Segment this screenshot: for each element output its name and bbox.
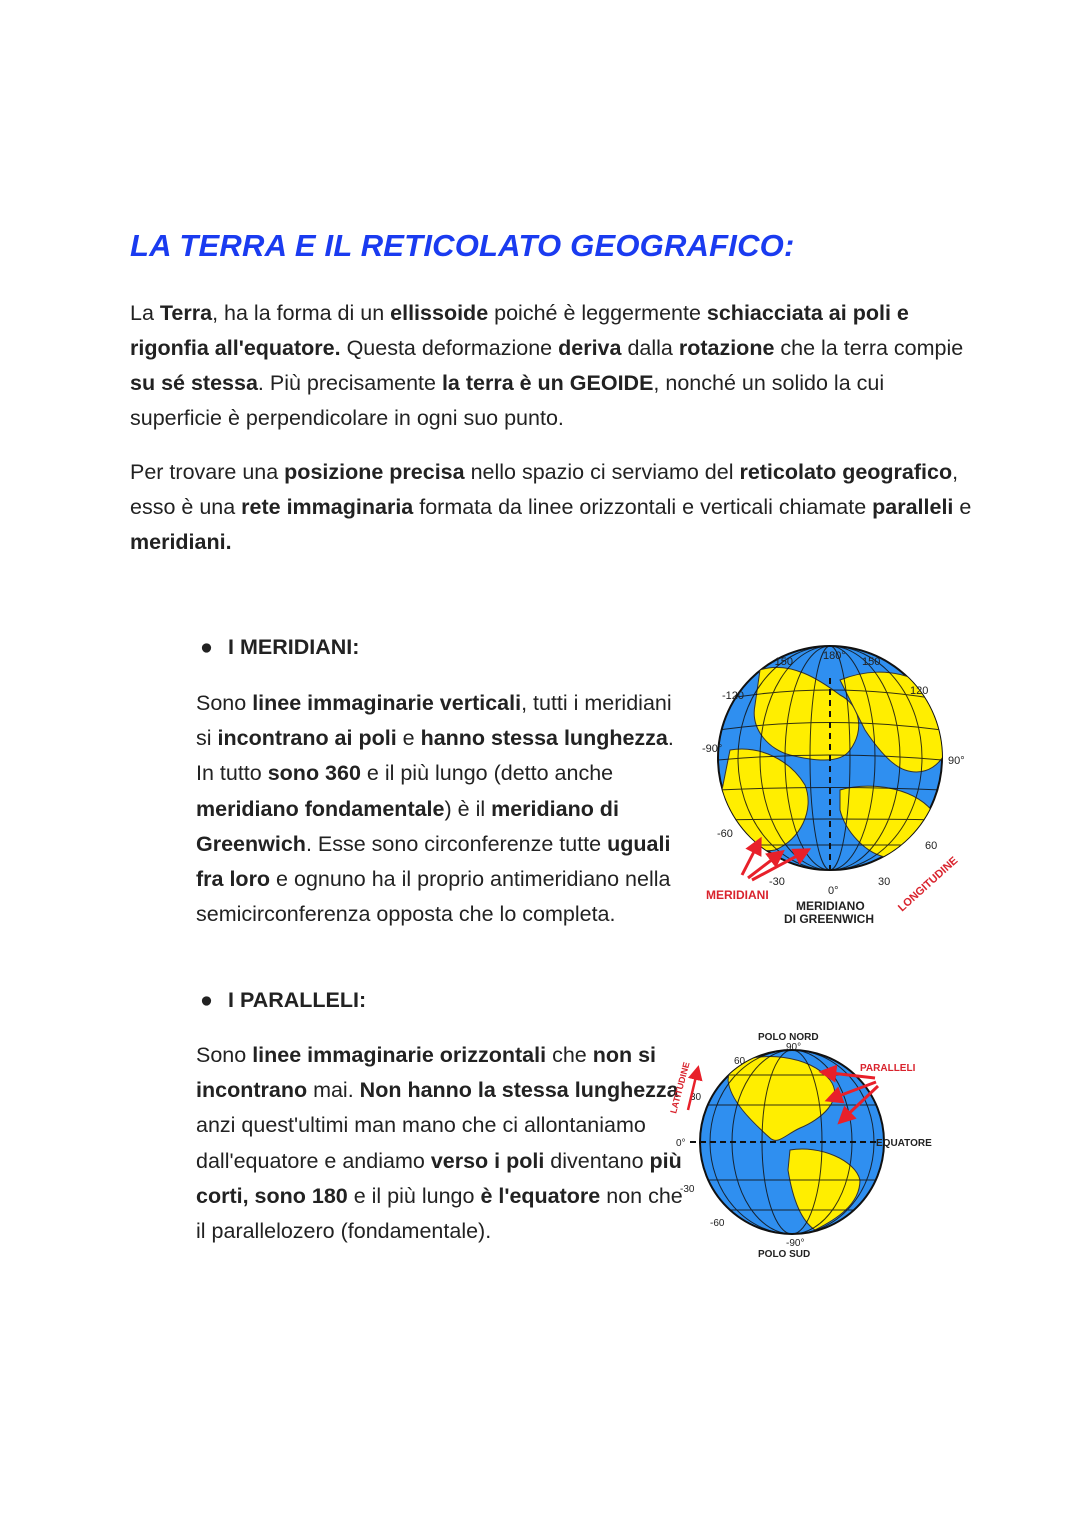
- label-s90: -90°: [786, 1238, 805, 1249]
- bold-text-run: ellissoide: [390, 301, 489, 325]
- greenwich-label-line1: MERIDIANO: [796, 899, 865, 913]
- label-m90: -90°: [702, 743, 723, 755]
- label-p30: 30: [690, 1092, 702, 1103]
- bold-text-run: paralleli: [872, 495, 954, 519]
- text-run: e: [953, 495, 972, 519]
- polo-sud-label: POLO SUD: [758, 1249, 811, 1260]
- globe-earth: [690, 1050, 884, 1234]
- meridiani-globe-figure: [690, 640, 990, 940]
- reticolato-paragraph: [130, 455, 980, 560]
- bold-text-run: rotazione: [678, 336, 775, 360]
- text-run: , esso è una: [130, 460, 959, 519]
- text-run: e: [396, 726, 421, 751]
- longitudine-label: LONGITUDINE: [895, 854, 961, 915]
- bold-text-run: uguali fra loro: [196, 831, 671, 892]
- label-60: 60: [925, 840, 938, 852]
- bold-text-run: linee immaginarie verticali: [252, 691, 522, 715]
- bold-text-run: sono 360: [267, 761, 361, 786]
- paralleli-globe-figure: [650, 1020, 950, 1270]
- bold-text-run: hanno stessa lunghezza: [420, 726, 668, 751]
- label-m30: -30: [769, 876, 785, 888]
- paralleli-heading: [200, 988, 367, 1013]
- latitudine-arrow: [688, 1068, 698, 1110]
- text-run: poiché è leggermente: [488, 301, 707, 325]
- globe-earth: [718, 646, 951, 880]
- bold-text-run: linee immaginarie orizzontali: [252, 1043, 547, 1067]
- text-run: , nonché un solido la cui superficie è perpendicolare in ogni suo punto.: [130, 371, 885, 430]
- bold-text-run: Terra: [159, 301, 213, 325]
- label-zero: 0°: [828, 885, 839, 897]
- text-run: La: [130, 301, 160, 325]
- text-run: che: [546, 1043, 593, 1067]
- text-run: Questa deformazione: [340, 336, 559, 360]
- text-run: e il più lungo (detto anche: [360, 761, 614, 786]
- bold-text-run: non si incontrano: [196, 1043, 657, 1103]
- bold-text-run: rete immaginaria: [241, 495, 414, 519]
- label-n90: 90°: [786, 1042, 802, 1053]
- text-run: diventano: [544, 1148, 650, 1173]
- label-zero: 0°: [676, 1138, 686, 1149]
- paralleli-paragraph: [196, 1038, 686, 1249]
- text-run: non che il parallelozero (fondamentale).: [196, 1183, 683, 1244]
- label-30: 30: [878, 876, 891, 888]
- bullet-icon: ●: [200, 635, 213, 659]
- bold-text-run: meridiano di Greenwich: [196, 796, 619, 856]
- greenwich-label-line2: DI GREENWICH: [784, 912, 874, 926]
- text-run: che la terra compie: [774, 336, 964, 360]
- meridiani-heading-text: I MERIDIANI:: [228, 635, 360, 659]
- paralleli-label: PARALLELI: [860, 1063, 916, 1074]
- bold-text-run: Non hanno la stessa lunghezza: [359, 1078, 679, 1103]
- label-120: 120: [910, 685, 929, 697]
- bold-text-run: schiacciata ai poli e rigonfia all'equatore.: [130, 301, 909, 360]
- page-title: LA TERRA E IL RETICOLATO GEOGRAFICO:: [130, 228, 795, 263]
- bold-text-run: più corti, sono 180: [196, 1148, 682, 1208]
- text-run: formata da linee orizzontali e verticali chiamate: [413, 495, 873, 519]
- bold-text-run: verso i poli: [430, 1148, 545, 1173]
- bold-text-run: su sé stessa: [130, 371, 258, 395]
- label-m60: -60: [710, 1218, 725, 1229]
- meridiani-paragraph: [196, 686, 686, 932]
- text-run: mai.: [307, 1078, 360, 1103]
- text-run: , ha la forma di un: [212, 301, 391, 325]
- paralleli-heading-text: I PARALLELI:: [228, 988, 367, 1012]
- bold-text-run: meridiano fondamentale: [196, 796, 445, 821]
- bold-text-run: la terra è un GEOIDE: [441, 371, 654, 395]
- text-run: Sono: [196, 1043, 253, 1067]
- bold-text-run: incontrano ai poli: [217, 726, 397, 751]
- text-run: anzi quest'ultimi man mano che ci allontaniamo dall'equatore e andiamo: [196, 1113, 646, 1173]
- label-90: 90°: [948, 755, 965, 767]
- label-p60: 60: [734, 1056, 746, 1067]
- label-180: 180°: [823, 650, 846, 662]
- text-run: Per trovare una: [130, 460, 285, 484]
- text-run: ) è il: [444, 796, 492, 821]
- text-run: Sono: [196, 691, 253, 715]
- text-run: nello spazio ci serviamo del: [464, 460, 740, 484]
- intro-paragraph: [130, 296, 980, 436]
- text-run: , tutti i meridiani si: [196, 691, 672, 751]
- text-run: dalla: [621, 336, 679, 360]
- bold-text-run: deriva: [558, 336, 622, 360]
- text-run: e ognuno ha il proprio antimeridiano nella semicirconferenza opposta che lo completa.: [196, 867, 671, 927]
- bold-text-run: meridiani.: [130, 530, 232, 554]
- bullet-icon: ●: [200, 988, 213, 1012]
- text-run: e il più lungo: [347, 1183, 481, 1208]
- bold-text-run: posizione precisa: [284, 460, 465, 484]
- label-m150: -150: [771, 656, 794, 668]
- label-m30: -30: [680, 1184, 695, 1195]
- text-run: . Più precisamente: [257, 371, 442, 395]
- meridiani-heading: [200, 635, 360, 660]
- meridiani-label: MERIDIANI: [706, 888, 769, 902]
- label-m120: -120: [722, 690, 745, 702]
- equatore-label: EQUATORE: [876, 1138, 932, 1149]
- text-run: . Esse sono circonferenze tutte: [305, 831, 608, 856]
- bold-text-run: reticolato geografico: [739, 460, 953, 484]
- polo-nord-label: POLO NORD: [758, 1032, 819, 1043]
- text-run: . In tutto: [196, 726, 674, 786]
- bold-text-run: è l'equatore: [480, 1183, 601, 1208]
- latitudine-label: LATITUDINE: [668, 1060, 692, 1115]
- label-m60: -60: [717, 828, 733, 840]
- label-150: 150: [862, 656, 881, 668]
